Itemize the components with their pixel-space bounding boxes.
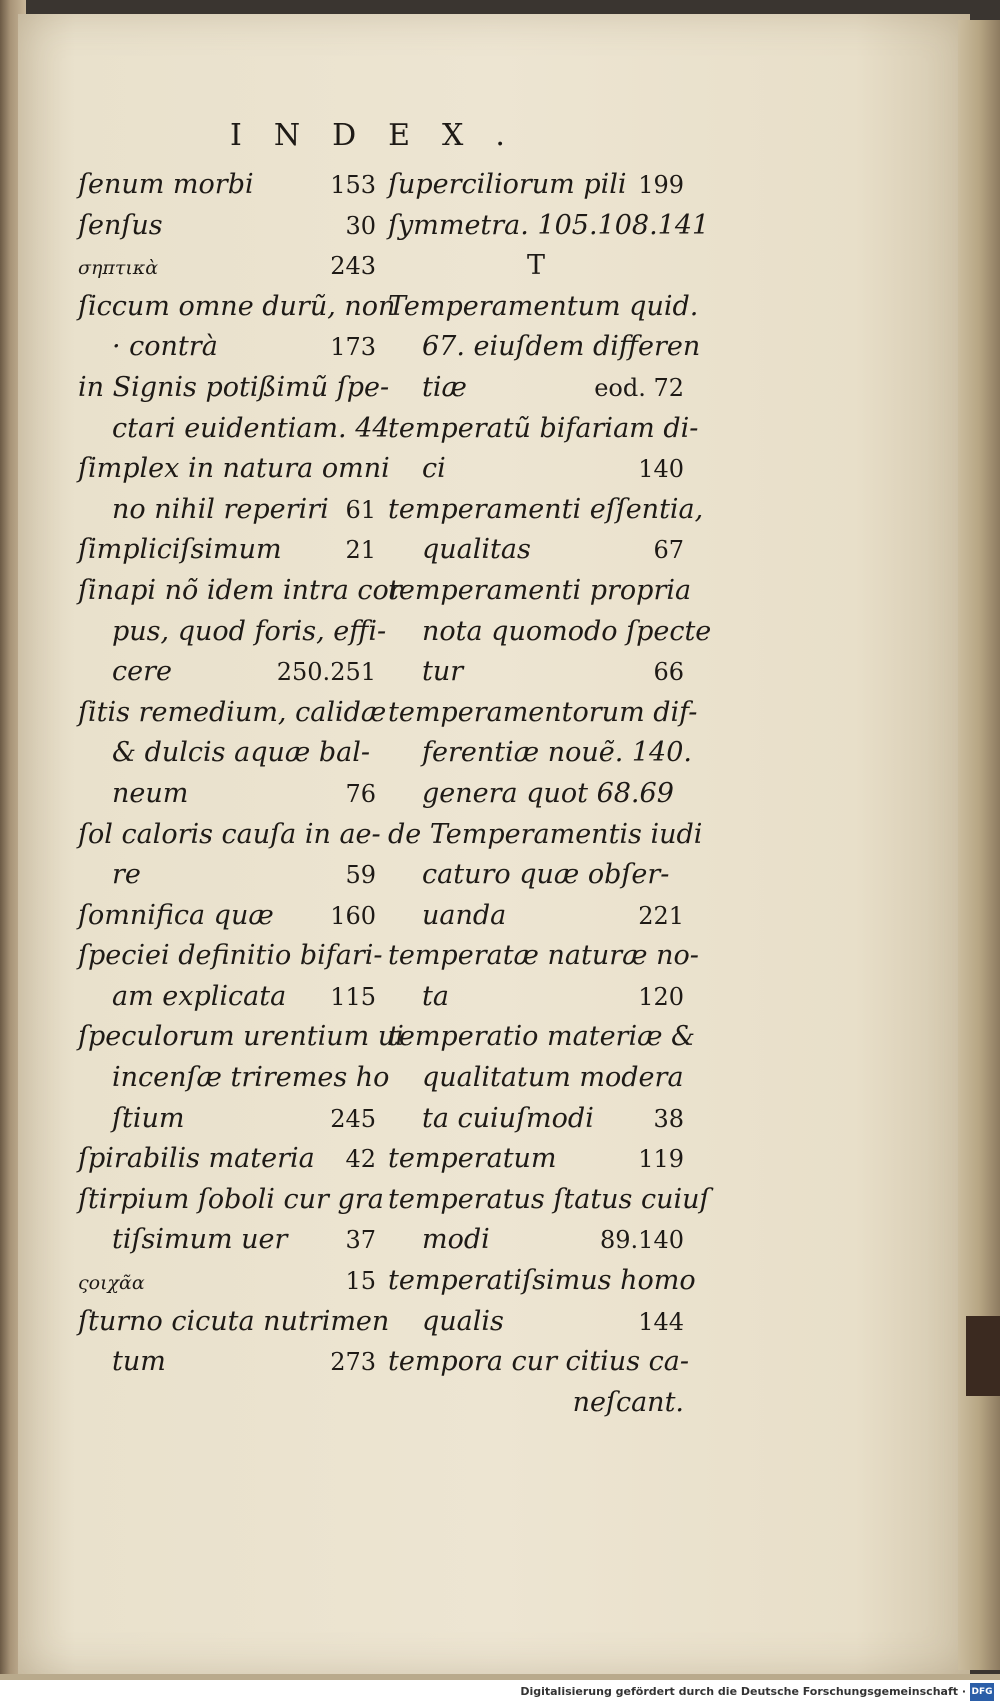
index-entry-page-number: 59	[345, 861, 376, 890]
index-entry-text: σηπτικὰ	[78, 257, 159, 280]
index-entry-page-number: 250.251	[276, 658, 376, 687]
index-entry-text: caturo quæ obſer-	[422, 859, 670, 891]
index-entry-text: tiæ	[422, 371, 467, 403]
index-entry-text: ſimpliciſsimum	[78, 534, 282, 566]
index-entry	[78, 571, 402, 612]
index-entry-text: cere	[112, 656, 172, 688]
index-entry	[78, 409, 390, 450]
index-entry-text: ſtium	[112, 1102, 185, 1134]
index-entry	[388, 693, 698, 734]
index-entry	[78, 612, 387, 653]
index-entry	[78, 774, 376, 815]
index-entry-text: ſymmetra. 105.108.141	[388, 209, 710, 241]
index-entry-text: ta	[422, 980, 449, 1012]
index-entry-page-number: 37	[345, 1226, 376, 1255]
index-entry	[78, 490, 376, 531]
index-entry-page-number: 119	[638, 1145, 684, 1174]
index-entry-text: temperatum	[388, 1143, 557, 1175]
index-entry-text: pus, quod foris, effi-	[112, 615, 387, 647]
index-entry	[388, 1058, 684, 1099]
index-entry	[78, 896, 376, 937]
index-entry-page-number: 115	[330, 982, 376, 1011]
index-entry-text: temperamenti eſſentia,	[388, 493, 704, 525]
index-entry	[78, 1017, 404, 1058]
index-entry	[78, 165, 376, 206]
index-entry	[388, 936, 699, 977]
index-entry-text: ferentiæ nouẽ. 140.	[422, 737, 692, 769]
index-entry-text: & dulcis aquæ bal-	[112, 737, 370, 769]
index-entry-page-number: 67	[653, 536, 684, 565]
index-entry	[78, 977, 376, 1018]
index-entry	[78, 1180, 384, 1221]
index-entry-text: temperamenti propria	[388, 574, 692, 606]
index-entry-text: re	[112, 859, 141, 891]
index-entry	[78, 530, 376, 571]
index-entry-text: temperatiſsimus homo	[388, 1265, 696, 1297]
index-entry	[78, 246, 376, 287]
index-entry-text: ci	[422, 453, 446, 485]
index-entry-text: ſpeciei definitio bifari-	[78, 940, 383, 972]
index-entry-page-number: 89.140	[600, 1226, 684, 1255]
index-entry	[388, 733, 692, 774]
page-fore-edge	[958, 20, 1000, 1670]
index-entry-text: qualitas	[422, 534, 531, 566]
index-entry-text: temperatæ naturæ no-	[388, 940, 699, 972]
index-entry-text: neſcant.	[572, 1386, 684, 1418]
index-entry	[78, 1342, 376, 1383]
index-entry	[388, 368, 684, 409]
index-entry	[388, 815, 703, 856]
index-entry-text: ſpirabilis materia	[78, 1143, 315, 1175]
index-entry	[388, 1261, 696, 1302]
index-entry-text: ςοιχᾶα	[78, 1272, 145, 1295]
index-entry	[78, 1261, 376, 1302]
index-entry	[388, 1017, 696, 1058]
index-entry-page-number: 42	[345, 1145, 376, 1174]
index-entry-page-number: 21	[345, 536, 376, 565]
page-header: INDEX.	[230, 118, 537, 153]
index-entry-text: modi	[422, 1224, 490, 1256]
index-entry-page-number: 245	[330, 1104, 376, 1133]
index-entry-text: no nihil reperiri	[112, 493, 329, 525]
index-entry	[388, 855, 684, 896]
index-entry-text: ſuperciliorum pili	[388, 169, 627, 200]
index-entry-text: nota quomodo ſpecte	[422, 615, 712, 647]
index-entry-text: temperatio materiæ &	[388, 1021, 696, 1053]
index-entry	[388, 1383, 684, 1424]
index-entry-text: · contrà	[112, 331, 218, 363]
index-entry-page-number: 61	[345, 495, 376, 524]
index-entry-text: ſiccum omne durũ, non	[78, 290, 396, 322]
index-entry-text: ſpeculorum urentium ui	[78, 1021, 404, 1053]
index-entry-text: tiſsimum uer	[112, 1224, 288, 1256]
index-entry-text: ſol caloris cauſa in ae-	[78, 818, 381, 850]
index-entry-page-number: 30	[345, 211, 376, 240]
index-entry-page-number: 120	[638, 982, 684, 1011]
index-entry-text: tur	[422, 656, 464, 688]
index-entry-text: in Signis potißimũ ſpe-	[78, 371, 390, 403]
index-entry-text: ſtirpium ſoboli cur gra	[78, 1183, 384, 1215]
index-entry	[388, 449, 684, 490]
index-entry	[388, 165, 684, 206]
index-entry	[78, 652, 376, 693]
index-entry	[78, 693, 387, 734]
footer-credit: Digitalisierung gefördert durch die Deutsche Forschungsgemeinschaft ·	[520, 1685, 966, 1698]
index-entry	[78, 287, 396, 328]
index-entry-text: T	[526, 250, 545, 282]
index-entry	[388, 1099, 684, 1140]
index-entry	[388, 1139, 684, 1180]
index-entry-text: ta cuiuſmodi	[422, 1102, 594, 1134]
index-entry	[78, 1058, 390, 1099]
bookmark-tab	[966, 1316, 1000, 1396]
index-entry-text: ſenſus	[78, 209, 163, 241]
index-entry	[388, 287, 699, 328]
index-entry	[388, 612, 712, 653]
index-entry	[388, 896, 684, 937]
index-entry	[388, 774, 684, 815]
index-entry-text: tum	[112, 1346, 166, 1378]
index-entry-text: qualitatum modera	[422, 1062, 684, 1094]
index-entry-text: ctari euidentiam. 44	[112, 412, 390, 444]
index-entry	[388, 530, 684, 571]
index-entry-page-number: 273	[330, 1348, 376, 1377]
index-entry	[78, 1302, 390, 1343]
index-entry	[78, 327, 376, 368]
index-entry-page-number: 173	[330, 333, 376, 362]
index-entry	[78, 733, 376, 774]
index-entry-page-number: 221	[638, 901, 684, 930]
index-entry	[78, 1139, 376, 1180]
index-entry	[388, 1220, 684, 1261]
index-entry-text: ſturno cicuta nutrimen	[78, 1305, 390, 1337]
index-entry	[388, 571, 692, 612]
index-entry	[388, 206, 710, 247]
index-entry-text: neum	[112, 777, 189, 809]
index-entry-text: genera quot 68.69	[422, 777, 674, 809]
index-entry	[78, 1220, 376, 1261]
index-entry-page-number: 15	[345, 1267, 376, 1296]
index-entry-text: 67. eiuſdem differen	[422, 331, 701, 363]
index-entry-text: ſenum morbi	[78, 169, 254, 200]
index-entry	[78, 449, 390, 490]
index-entry-text: am explicata	[112, 980, 287, 1012]
index-entry	[388, 490, 704, 531]
dfg-logo: DFG	[970, 1683, 994, 1701]
index-column-right	[388, 165, 712, 1423]
index-entry-text: ſomnifica quæ	[78, 899, 274, 931]
index-entry	[78, 815, 381, 856]
index-entry	[78, 1099, 376, 1140]
index-entry-page-number: 140	[638, 455, 684, 484]
index-entry	[78, 206, 376, 247]
index-entry-text: uanda	[422, 899, 507, 931]
index-entry-page-number: 144	[638, 1307, 684, 1336]
index-entry-text: Temperamentum quid.	[388, 290, 699, 322]
index-entry-text: incenſæ triremes ho	[112, 1062, 390, 1094]
index-entry-text: qualis	[422, 1305, 504, 1337]
index-entry	[388, 246, 684, 287]
index-entry	[388, 977, 684, 1018]
index-entry	[388, 652, 684, 693]
index-entry	[388, 409, 699, 450]
index-entry	[388, 1342, 689, 1383]
index-entry	[388, 1302, 684, 1343]
index-entry-text: temperatũ bifariam di-	[388, 412, 699, 444]
index-entry-text: de Temperamentis iudi	[388, 818, 703, 850]
index-entry-text: ſitis remedium, calidæ	[78, 696, 387, 728]
index-entry-text: temperatus ſtatus cuiuſ	[388, 1183, 710, 1215]
index-entry-text: tempora cur citius ca-	[388, 1346, 689, 1378]
index-entry-page-number: 66	[653, 658, 684, 687]
index-entry-page-number: 76	[345, 779, 376, 808]
index-column-left	[78, 165, 404, 1383]
index-entry	[388, 327, 701, 368]
index-entry	[388, 1180, 710, 1221]
index-entry-page-number: 160	[330, 901, 376, 930]
index-entry	[78, 368, 390, 409]
index-entry-page-number: 153	[330, 171, 376, 199]
index-entry	[78, 936, 383, 977]
index-entry-page-number: 199	[638, 171, 684, 199]
index-entry-text: temperamentorum dif-	[388, 696, 698, 728]
index-entry-page-number: 243	[330, 252, 376, 281]
index-entry-page-number: eod. 72	[594, 373, 684, 402]
index-entry	[78, 855, 376, 896]
index-entry-text: ſimplex in natura omni	[78, 453, 390, 485]
footer-bar	[0, 1680, 1000, 1706]
index-entry-text: ſinapi nõ idem intra cor	[78, 574, 402, 606]
index-entry-page-number: 38	[653, 1104, 684, 1133]
